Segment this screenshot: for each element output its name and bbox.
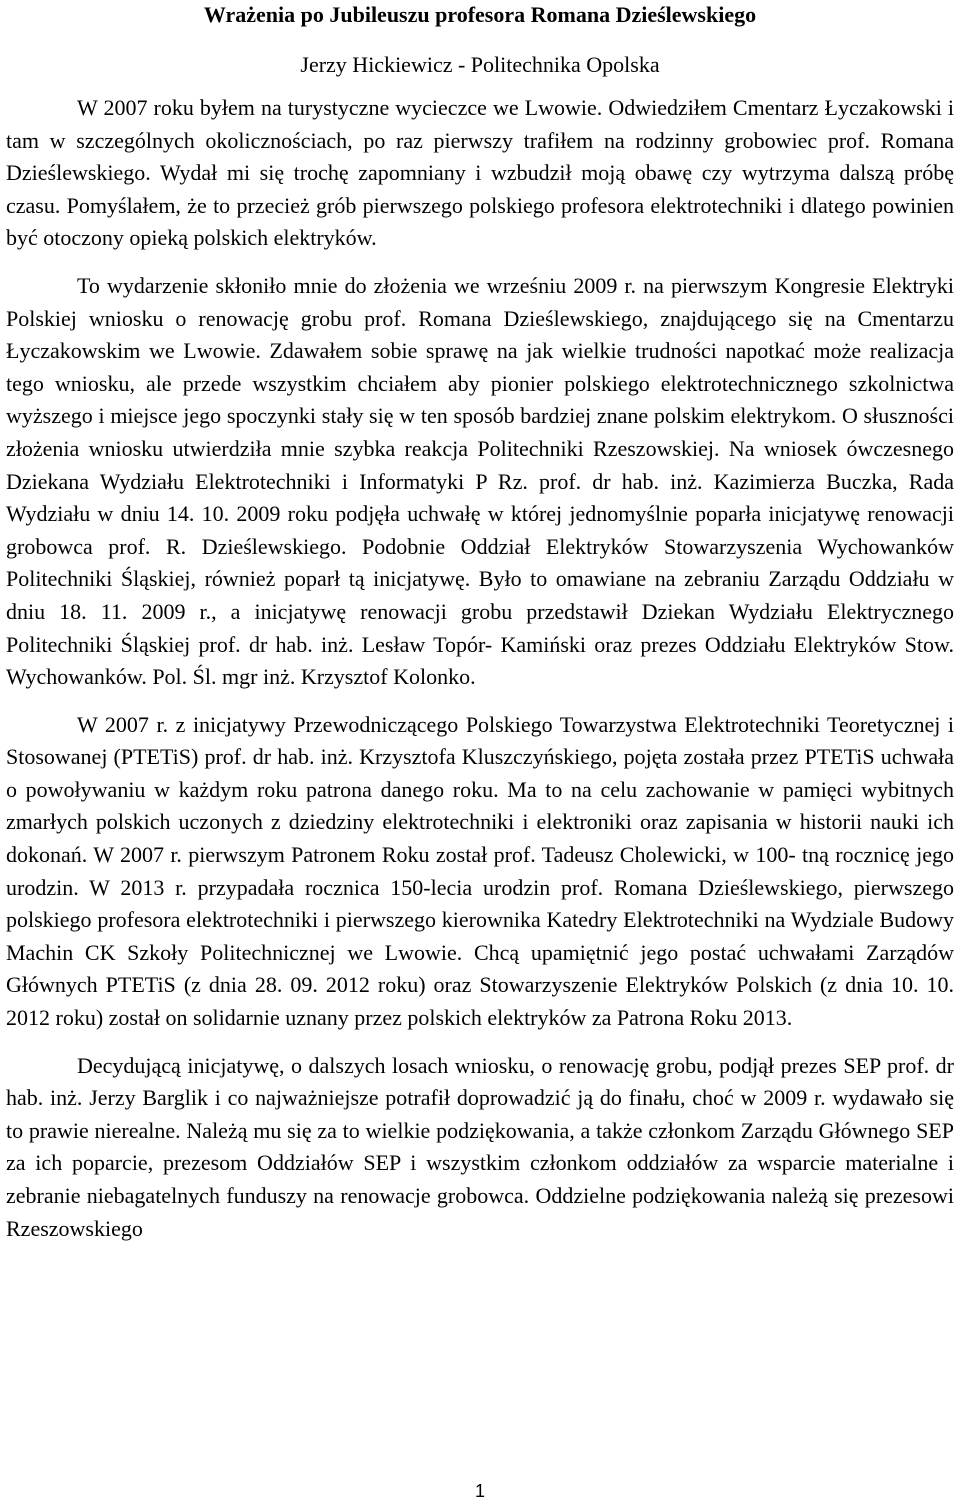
paragraph-4: Decydującą inicjatywę, o dalszych losach wniosku, o renowację grobu, podjął prezes SEP prof. dr hab. inż. Jerzy Barglik i co najważniejsze potrafił doprowadzić ją do finału, choć w 2009 r. wydawało się to prawie nierealne. Należą mu się za to wielkie podziękowania, a także członkom Zarządu Głównego SEP za ich poparcie, prezesom Oddziałów SEP i wszystkim członkom oddziałów za wsparcie materialne i zebranie niebagatelnych funduszy na renowacje grobowca. Oddzielne podziękowania należą się prezesowi Rzeszowskiego (6, 1052, 954, 1241)
paragraph-2: To wydarzenie skłoniło mnie do złożenia we wrześniu 2009 r. na pierwszym Kongresie Elektryki Polskiej wniosku o renowację grobu prof. Romana Dzieślewskiego, znajdującego się na Cmentarzu Łyczakowskim we Lwowie. Zdawałem sobie sprawę na jak wielkie trudności napotkać może realizacja tego wniosku, ale przede wszystkim chciałem aby pionier polskiego elektrotechnicznego szkolnictwa wyższego i miejsce jego spoczynki stały się w ten sposób bardziej znane polskim elektrykom. O słuszności złożenia wniosku utwierdziła mnie szybka reakcja Politechniki Rzeszowskiej. Na wniosek ówczesnego Dziekana Wydziału Elektrotechniki i Informatyki P Rz. prof. dr hab. inż. Kazimierza Buczka, Rada Wydziału w dniu 14. 10. 2009 roku podjęła uchwałę w której jednomyślnie poparła inicjatywę renowacji grobowca prof. R. Dzieślewskiego. Podobnie Oddział Elektryków Stowarzyszenia Wychowanków Politechniki Śląskiej, również poparł tą inicjatywę. Było to omawiane na zebraniu Zarządu Oddziału w dniu 18. 11. 2009 r., a inicjatywę renowacji grobu przedstawił Dziekan Wydziału Elektrycznego Politechniki Śląskiej prof. dr hab. inż. Lesław Topór- Kamiński oraz prezes Oddziału Elektryków Stow. Wychowanków. Pol. Śl. mgr inż. Krzysztof Kolonko. (6, 272, 954, 690)
page-number: 1 (474, 1481, 485, 1501)
document-title: Wrażenia po Jubileuszu profesora Romana Dzieślewskiego (203, 2, 757, 27)
document-page (6, 0, 954, 1245)
author-line: Jerzy Hickiewicz - Politechnika Opolska (300, 52, 660, 77)
paragraph-3: W 2007 r. z inicjatywy Przewodniczącego Polskiego Towarzystwa Elektrotechniki Teoretycznej i Stosowanej (PTETiS) prof. dr hab. inż. Krzysztofa Kluszczyńskiego, pojęta została przez PTETiS uchwała o powoływaniu w każdym roku patrona danego roku. Ma to na celu zachowanie w pamięci wybitnych zmarłych polskich uczonych z dziedziny elektrotechniki i elektroniki oraz zapisania w historii nauki ich dokonań. W 2007 r. pierwszym Patronem Roku został prof. Tadeusz Cholewicki, w 100- tną rocznicę jego urodzin. W 2013 r. przypadała rocznica 150-lecia urodzin prof. Romana Dzieślewskiego, pierwszego polskiego profesora elektrotechniki i pierwszego kierownika Katedry Elektrotechniki na Wydziale Budowy Machin CK Szkoły Politechnicznej we Lwowie. Chcą upamiętnić jego postać uchwałami Zarządów Głównych PTETiS (z dnia 28. 09. 2012 roku) oraz Stowarzyszenie Elektryków Polskich (z dnia 10. 10. 2012 roku) został on solidarnie uznany przez polskich elektryków za Patrona Roku 2013. (6, 711, 954, 1031)
paragraph-1: W 2007 roku byłem na turystyczne wycieczce we Lwowie. Odwiedziłem Cmentarz Łyczakowski i tam w szczególnych okolicznościach, po raz pierwszy trafiłem na rodzinny grobowiec prof. Romana Dzieślewskiego. Wydał mi się trochę zapomniany i wzbudził moją obawę czy wytrzyma dalszą próbę czasu. Pomyślałem, że to przecież grób pierwszego polskiego profesora elektrotechniki i dlatego powinien być otoczony opieką polskich elektryków. (6, 95, 954, 251)
